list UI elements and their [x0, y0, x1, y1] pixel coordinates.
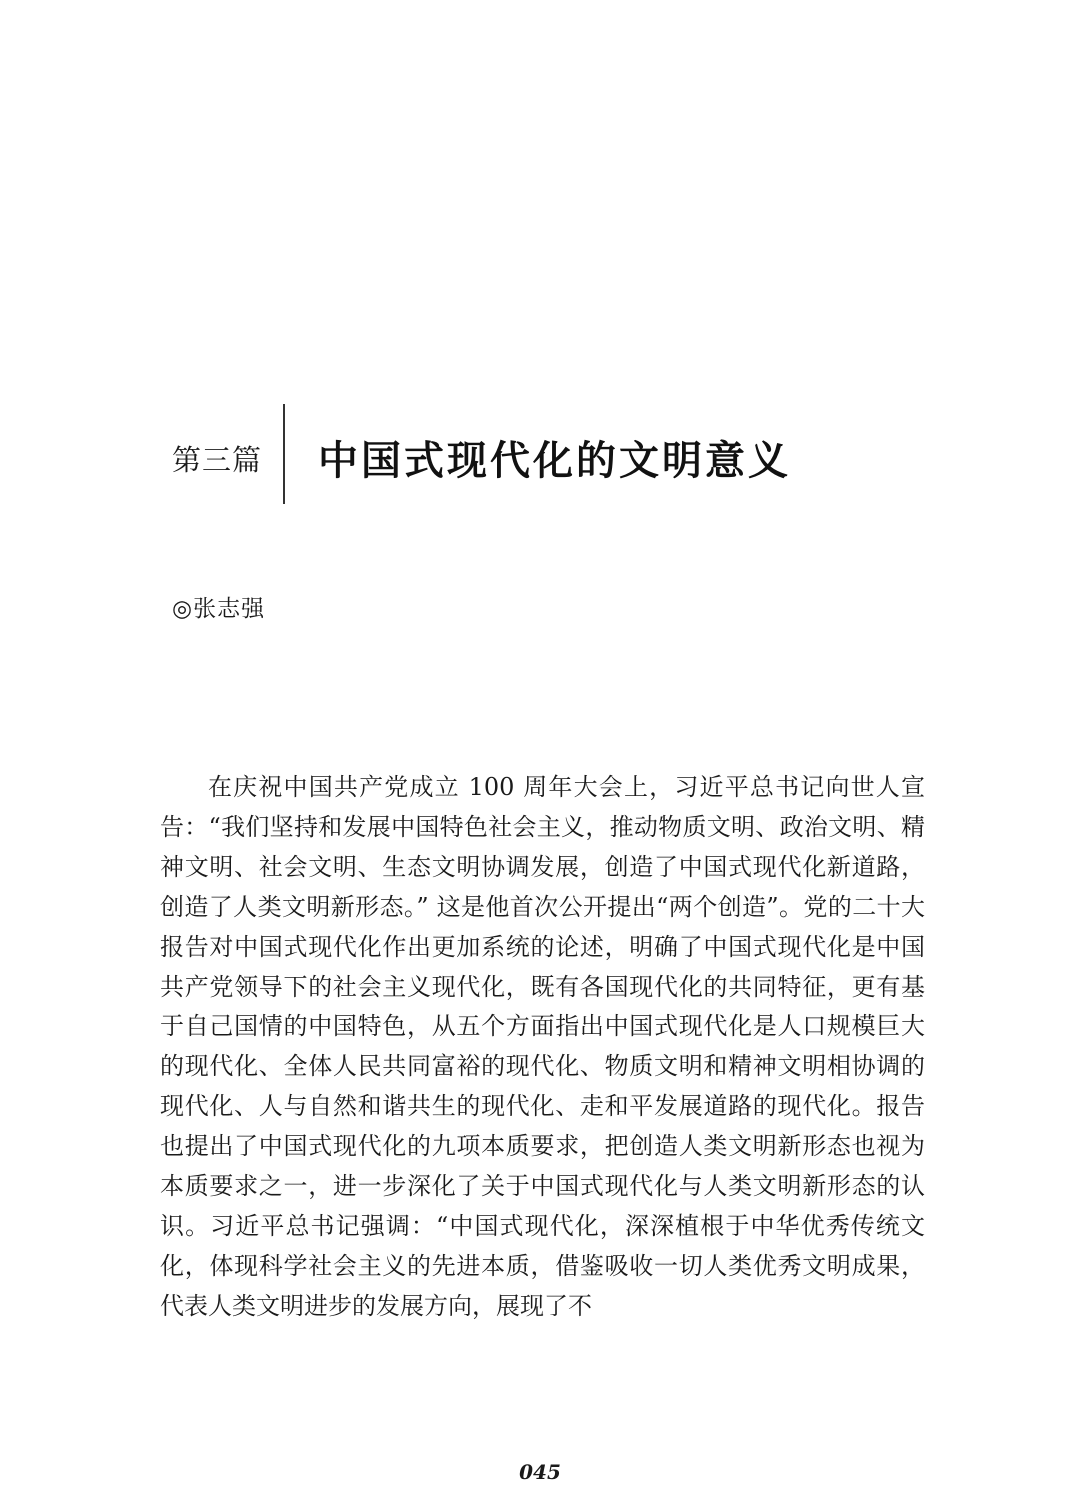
chapter-divider — [283, 404, 285, 504]
chapter-header — [0, 400, 1080, 510]
chapter-label: 第三篇 — [172, 443, 263, 477]
body-paragraph: 在庆祝中国共产党成立 100 周年大会上，习近平总书记向世人宣告：“我们坚持和发展中国特色社会主义，推动物质文明、政治文明、精神文明、社会文明、生态文明协调发展，创造了中国式现代化新道路，创造了人类文明新形态。” 这是他首次公开提出“两个创造”。党的二十大报告对中国式现代化作出更加系统的论述，明确了中国式现代化是中国共产党领导下的社会主义现代化，既有各国现代化的共同特征，更有基于自己国情的中国特色，从五个方面指出中国式现代化是人口规模巨大的现代化、全体人民共同富裕的现代化、物质文明和精神文明相协调的现代化、人与自然和谐共生的现代化、走和平发展道路的现代化。报告也提出了中国式现代化的九项本质要求，把创造人类文明新形态也视为本质要求之一，进一步深化了关于中国式现代化与人类文明新形态的认识。习近平总书记强调：“中国式现代化，深深植根于中华优秀传统文化，体现科学社会主义的先进本质，借鉴吸收一切人类优秀文明成果，代表人类文明进步的发展方向，展现了不 — [160, 773, 925, 1320]
chapter-title: 中国式现代化的文明意义 — [318, 437, 791, 484]
page-number: 045 — [519, 1460, 561, 1484]
author-line: ◎张志强 — [172, 596, 266, 622]
